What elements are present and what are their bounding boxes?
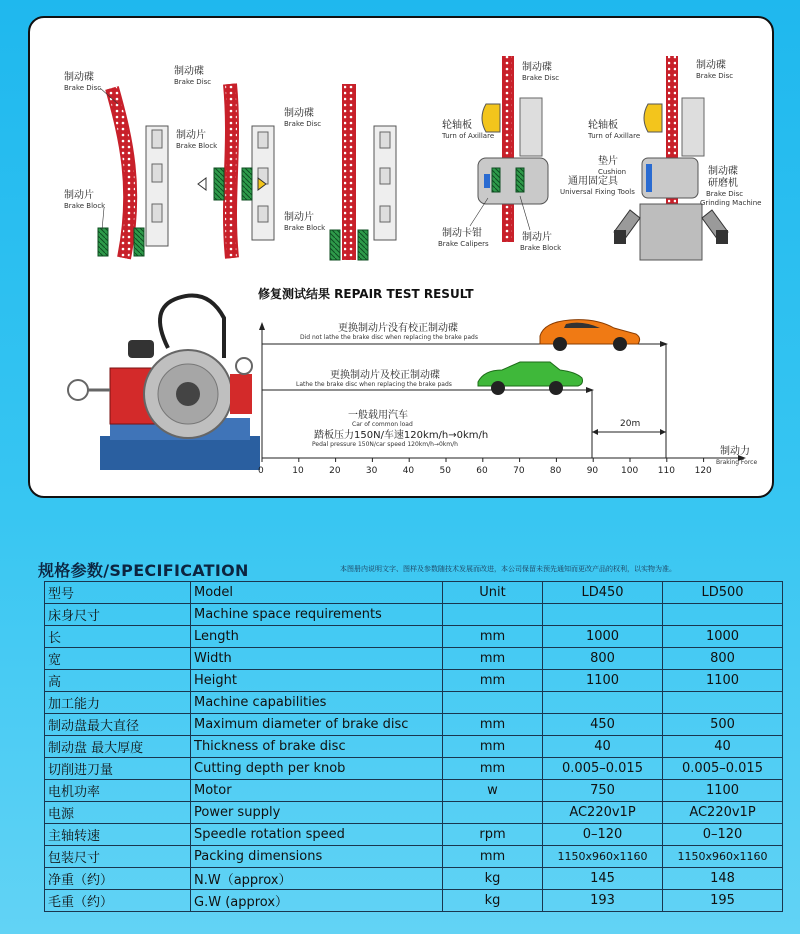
d4-caliper-en: Brake Calipers	[438, 240, 489, 248]
d5-machine-cn2: 研磨机	[708, 178, 738, 189]
spec-cell: mm	[443, 670, 543, 692]
line1-en: Did not lathe the brake disc when replacing the brake pads	[300, 334, 478, 341]
spec-cell	[443, 604, 543, 626]
d5-cushion-en: Cushion	[598, 168, 627, 176]
d1-block-cn: 制动片	[64, 190, 94, 201]
spec-cell: 40	[543, 736, 663, 758]
d5-axle-cn: 轮轴板	[588, 120, 618, 131]
spec-row	[45, 692, 783, 714]
spec-cell: Width	[191, 648, 443, 670]
spec-cell	[543, 604, 663, 626]
spec-cell: 包装尺寸	[45, 846, 191, 868]
spec-cell: 800	[663, 648, 783, 670]
line4-en: Pedal pressure 150N/car speed 120km/h→0km/h	[312, 441, 458, 448]
spec-cell: 毛重（约）	[45, 890, 191, 912]
d2-disc-cn: 制动碟	[174, 66, 204, 77]
spec-cell: 电源	[45, 802, 191, 824]
axis-label-en: Braking Force	[716, 459, 758, 466]
axis-label-cn: 制动力	[720, 446, 750, 457]
gap-label: 20m	[620, 419, 641, 429]
axis-tick-label: 120	[694, 466, 712, 476]
d1-disc-cn: 制动碟	[64, 72, 94, 83]
spec-cell: 1150x960x1160	[543, 846, 663, 868]
d5-machine-cn1: 制动碟	[708, 166, 738, 177]
spec-cell: 0.005–0.015	[543, 758, 663, 780]
spec-cell: AC220v1P	[663, 802, 783, 824]
spec-cell: 1100	[543, 670, 663, 692]
spec-cell: Unit	[443, 582, 543, 604]
d2-block-cn: 制动片	[176, 130, 206, 141]
spec-cell: 床身尺寸	[45, 604, 191, 626]
spec-cell: 切削进刀量	[45, 758, 191, 780]
spec-cell: 800	[543, 648, 663, 670]
diagram-panel	[28, 16, 774, 498]
spec-cell: LD500	[663, 582, 783, 604]
spec-cell: 1000	[543, 626, 663, 648]
diagram-disc-squeezed	[174, 64, 274, 258]
spec-row	[45, 626, 783, 648]
d5-disc-en: Brake Disc	[696, 72, 734, 80]
diagram-warped-disc	[64, 70, 168, 258]
spec-cell: 195	[663, 890, 783, 912]
spec-row	[45, 736, 783, 758]
spec-cell: 0–120	[543, 824, 663, 846]
spec-cell: 电机功率	[45, 780, 191, 802]
d3-block-cn: 制动片	[284, 212, 314, 223]
d5-disc-cn: 制动碟	[696, 60, 726, 71]
disc-lathe-machine-illustration	[68, 296, 260, 471]
spec-cell: G.W (approx）	[191, 890, 443, 912]
spec-cell: Packing dimensions	[191, 846, 443, 868]
d5-tools-en: Universal Fixing Tools	[560, 188, 635, 196]
spec-header	[30, 556, 780, 580]
spec-cell: 制动盘 最大厚度	[45, 736, 191, 758]
spec-cell: 0–120	[663, 824, 783, 846]
d2-disc-en: Brake Disc	[174, 78, 212, 86]
spec-cell: AC220v1P	[543, 802, 663, 824]
spec-cell: 500	[663, 714, 783, 736]
spec-cell: 1150x960x1160	[663, 846, 783, 868]
spec-row	[45, 648, 783, 670]
spec-cell: mm	[443, 626, 543, 648]
d1-block-en: Brake Block	[64, 202, 106, 210]
spec-cell: Cutting depth per knob	[191, 758, 443, 780]
d2-block-en: Brake Block	[176, 142, 218, 150]
spec-cell: Height	[191, 670, 443, 692]
spec-cell: Speedle rotation speed	[191, 824, 443, 846]
spec-cell: 1000	[663, 626, 783, 648]
d5-machine-en2: Grinding Machine	[700, 199, 762, 207]
spec-cell: 制动盘最大直径	[45, 714, 191, 736]
spec-cell: Maximum diameter of brake disc	[191, 714, 443, 736]
spec-cell: w	[443, 780, 543, 802]
line2-cn: 更换制动片及校正制动碟	[330, 370, 440, 381]
spec-cell: Model	[191, 582, 443, 604]
spec-row	[45, 758, 783, 780]
d4-axle-en: Turn of Axillare	[442, 132, 495, 140]
spec-note: 本图册内说明文字、图样及参数随技术发展而改进，本公司保留未预先通知而更改产品的权利，以实物为准。	[340, 565, 676, 573]
spec-cell: Length	[191, 626, 443, 648]
spec-row	[45, 846, 783, 868]
spec-cell: 0.005–0.015	[663, 758, 783, 780]
spec-cell: mm	[443, 846, 543, 868]
d5-axle-en: Turn of Axillare	[588, 132, 641, 140]
spec-cell: kg	[443, 890, 543, 912]
spec-row	[45, 604, 783, 626]
d4-axle-cn: 轮轴板	[442, 120, 472, 131]
spec-cell: N.W（approx）	[191, 868, 443, 890]
repair-title: 修复测试结果 REPAIR TEST RESULT	[258, 287, 474, 301]
spec-title: 规格参数/SPECIFICATION	[38, 561, 249, 580]
spec-cell: 1100	[663, 670, 783, 692]
spec-row	[45, 714, 783, 736]
spec-row	[45, 780, 783, 802]
d4-disc-en: Brake Disc	[522, 74, 560, 82]
spec-cell: 40	[663, 736, 783, 758]
spec-cell	[663, 604, 783, 626]
axis-tick-label: 40	[402, 466, 415, 476]
d4-caliper-cn: 制动卡钳	[442, 228, 482, 239]
spec-cell: kg	[443, 868, 543, 890]
spec-cell: 型号	[45, 582, 191, 604]
d3-disc-en: Brake Disc	[284, 120, 322, 128]
spec-cell: 1100	[663, 780, 783, 802]
d5-tools-cn: 通用固定具	[568, 176, 618, 187]
spec-row	[45, 890, 783, 912]
spec-cell: Power supply	[191, 802, 443, 824]
axis-tick-label: 110	[657, 466, 675, 476]
spec-cell: rpm	[443, 824, 543, 846]
spec-cell: 450	[543, 714, 663, 736]
spec-cell: 宽	[45, 648, 191, 670]
repair-test-chart	[258, 286, 757, 476]
line3-cn: 一般载用汽车	[348, 410, 408, 421]
brake-diagrams	[30, 18, 776, 500]
spec-cell: 加工能力	[45, 692, 191, 714]
axis-tick-label: 100	[621, 466, 639, 476]
spec-cell: 750	[543, 780, 663, 802]
spec-cell: 148	[663, 868, 783, 890]
axis-tick-label: 0	[258, 466, 264, 476]
spec-row	[45, 582, 783, 604]
spec-cell: Machine space requirements	[191, 604, 443, 626]
d3-block-en: Brake Block	[284, 224, 326, 232]
axis-tick-label: 70	[513, 466, 525, 476]
axis-tick-label: 90	[586, 466, 599, 476]
spec-cell: mm	[443, 758, 543, 780]
spec-row	[45, 824, 783, 846]
spec-cell: 主轴转速	[45, 824, 191, 846]
spec-cell	[443, 802, 543, 824]
spec-cell: Motor	[191, 780, 443, 802]
d1-disc-en: Brake Disc	[64, 84, 102, 92]
spec-cell: mm	[443, 648, 543, 670]
axis-tick-label: 60	[476, 466, 488, 476]
spec-cell: mm	[443, 736, 543, 758]
axis-tick-label: 20	[329, 466, 341, 476]
spec-row	[45, 670, 783, 692]
d5-cushion-cn: 垫片	[598, 156, 618, 167]
axis-tick-label: 30	[365, 466, 378, 476]
spec-table	[44, 581, 783, 912]
spec-cell: 高	[45, 670, 191, 692]
axis-ticks	[258, 458, 712, 476]
d4-block-cn: 制动片	[522, 232, 552, 243]
diagram-true-disc	[284, 84, 396, 260]
orange-car-icon	[540, 320, 640, 351]
diagram-caliper	[438, 56, 562, 252]
spec-cell: mm	[443, 714, 543, 736]
line3-en: Car of common load	[352, 421, 413, 428]
spec-cell: 145	[543, 868, 663, 890]
line2-en: Lathe the brake disc when replacing the brake pads	[296, 381, 452, 388]
spec-cell: Machine capabilities	[191, 692, 443, 714]
spec-row	[45, 802, 783, 824]
spec-cell: 长	[45, 626, 191, 648]
spec-row	[45, 868, 783, 890]
spec-cell	[443, 692, 543, 714]
d3-disc-cn: 制动碟	[284, 108, 314, 119]
d4-disc-cn: 制动碟	[522, 62, 552, 73]
diagram-grinding-setup	[560, 56, 761, 260]
axis-tick-label: 80	[549, 466, 562, 476]
spec-cell: LD450	[543, 582, 663, 604]
d4-block-en: Brake Block	[520, 244, 562, 252]
line1-cn: 更换制动片没有校正制动碟	[338, 323, 458, 334]
spec-cell: Thickness of brake disc	[191, 736, 443, 758]
axis-tick-label: 50	[439, 466, 451, 476]
d5-machine-en1: Brake Disc	[706, 190, 744, 198]
spec-cell	[663, 692, 783, 714]
spec-cell: 193	[543, 890, 663, 912]
spec-cell	[543, 692, 663, 714]
spec-cell: 净重（约）	[45, 868, 191, 890]
line4-cn: 踏板压力150N/车速120km/h→0km/h	[314, 430, 489, 441]
axis-tick-label: 10	[292, 466, 304, 476]
